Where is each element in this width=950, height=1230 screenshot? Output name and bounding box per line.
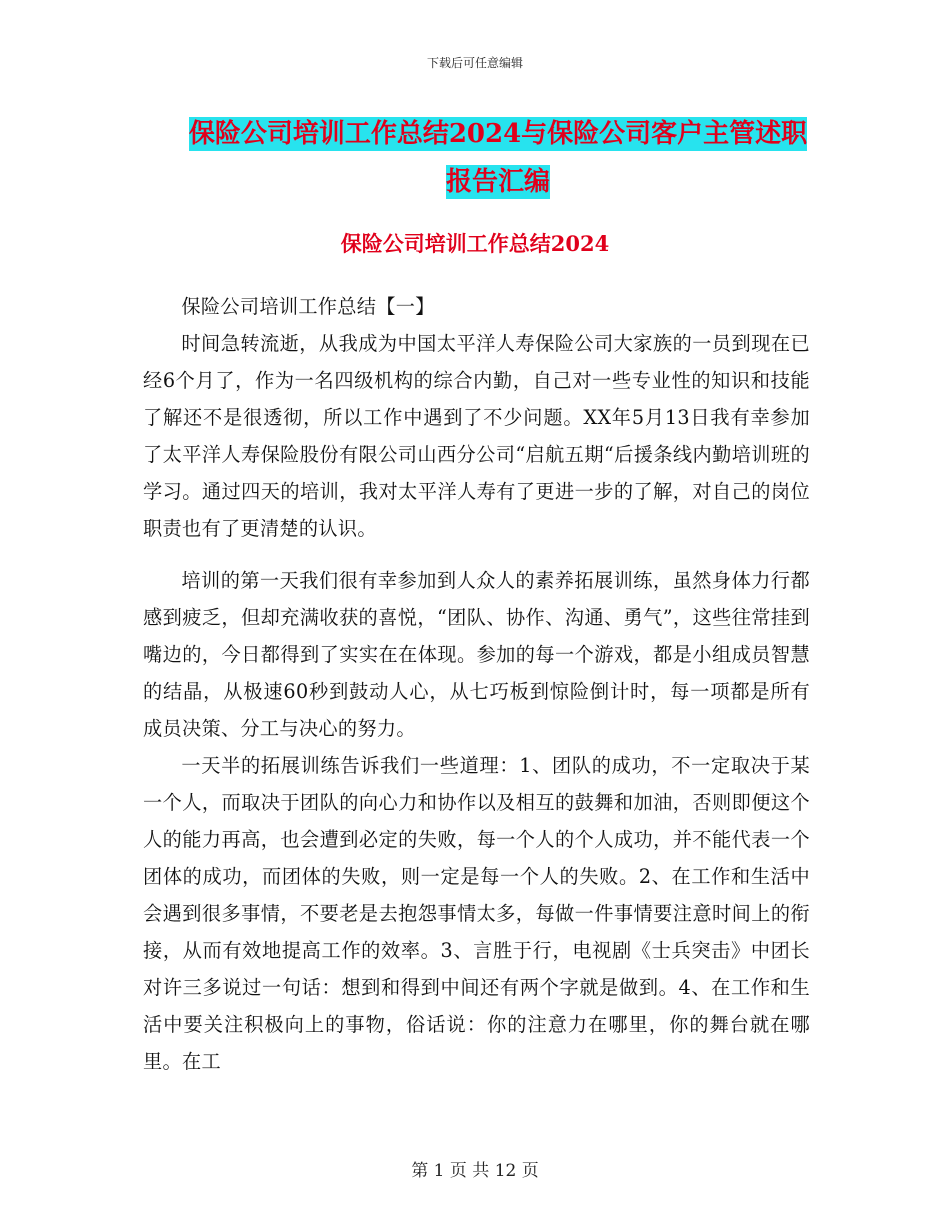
subsection-heading: 保险公司培训工作总结【一】 bbox=[181, 295, 435, 318]
body-paragraph: 时间急转流逝，从我成为中国太平洋人寿保险公司大家族的一员到现在已经6个月了，作为一名四级机构的综合内勤，自己对一些专业性的知识和技能了解还不是很透彻，所以工作中遇到了不少问题。XX年5月13日我有幸参加了太平洋人寿保险股份有限公司山西分公司“启航五期“后援条线内勤培训班的学习。通过四天的培训，我对太平洋人寿有了更进一步的了解，对自己的岗位职责也有了更清楚的认识。 bbox=[143, 332, 810, 540]
section-title: 保险公司培训工作总结2024 bbox=[340, 231, 610, 256]
document-title-line-2: 报告汇编 bbox=[445, 167, 550, 197]
page-header: 下载后可任意编辑 bbox=[426, 56, 523, 70]
body-paragraph: 培训的第一天我们很有幸参加到人众人的素养拓展训练，虽然身体力行都感到疲乏，但却充满收获的喜悦，“团队、协作、沟通、勇气”，这些往常挂到嘴边的，今日都得到了实实在在体现。参加的每一个游戏，都是小组成员智慧的结晶，从极速60秒到鼓动人心，从七巧板到惊险倒计时，每一项都是所有成员决策、分工与决心的努力。 bbox=[143, 569, 810, 740]
document-title-line-1: 保险公司培训工作总结2024与保险公司客户主管述职 bbox=[188, 119, 808, 149]
document-body bbox=[143, 288, 810, 1080]
body-paragraph: 一天半的拓展训练告诉我们一些道理：1、团队的成功，不一定取决于某一个人，而取决于团队的向心力和协作以及相互的鼓舞和加油，否则即便这个人的能力再高，也会遭到必定的失败，每一个人的个人成功，并不能代表一个团体的成功，而团体的失败，则一定是每一个人的失败。2、在工作和生活中会遇到很多事情，不要老是去抱怨事情太多，每做一件事情要注意时间上的衔接，从而有效地提高工作的效率。3、言胜于行，电视剧《士兵突击》中团长对许三多说过一句话：想到和得到中间还有两个字就是做到。4、在工作和生活中要关注积极向上的事物，俗话说：你的注意力在哪里，你的舞台就在哪里。在工 bbox=[143, 754, 810, 1073]
document-title bbox=[188, 110, 808, 206]
page-footer: 第 1 页 共 12 页 bbox=[411, 1161, 539, 1181]
